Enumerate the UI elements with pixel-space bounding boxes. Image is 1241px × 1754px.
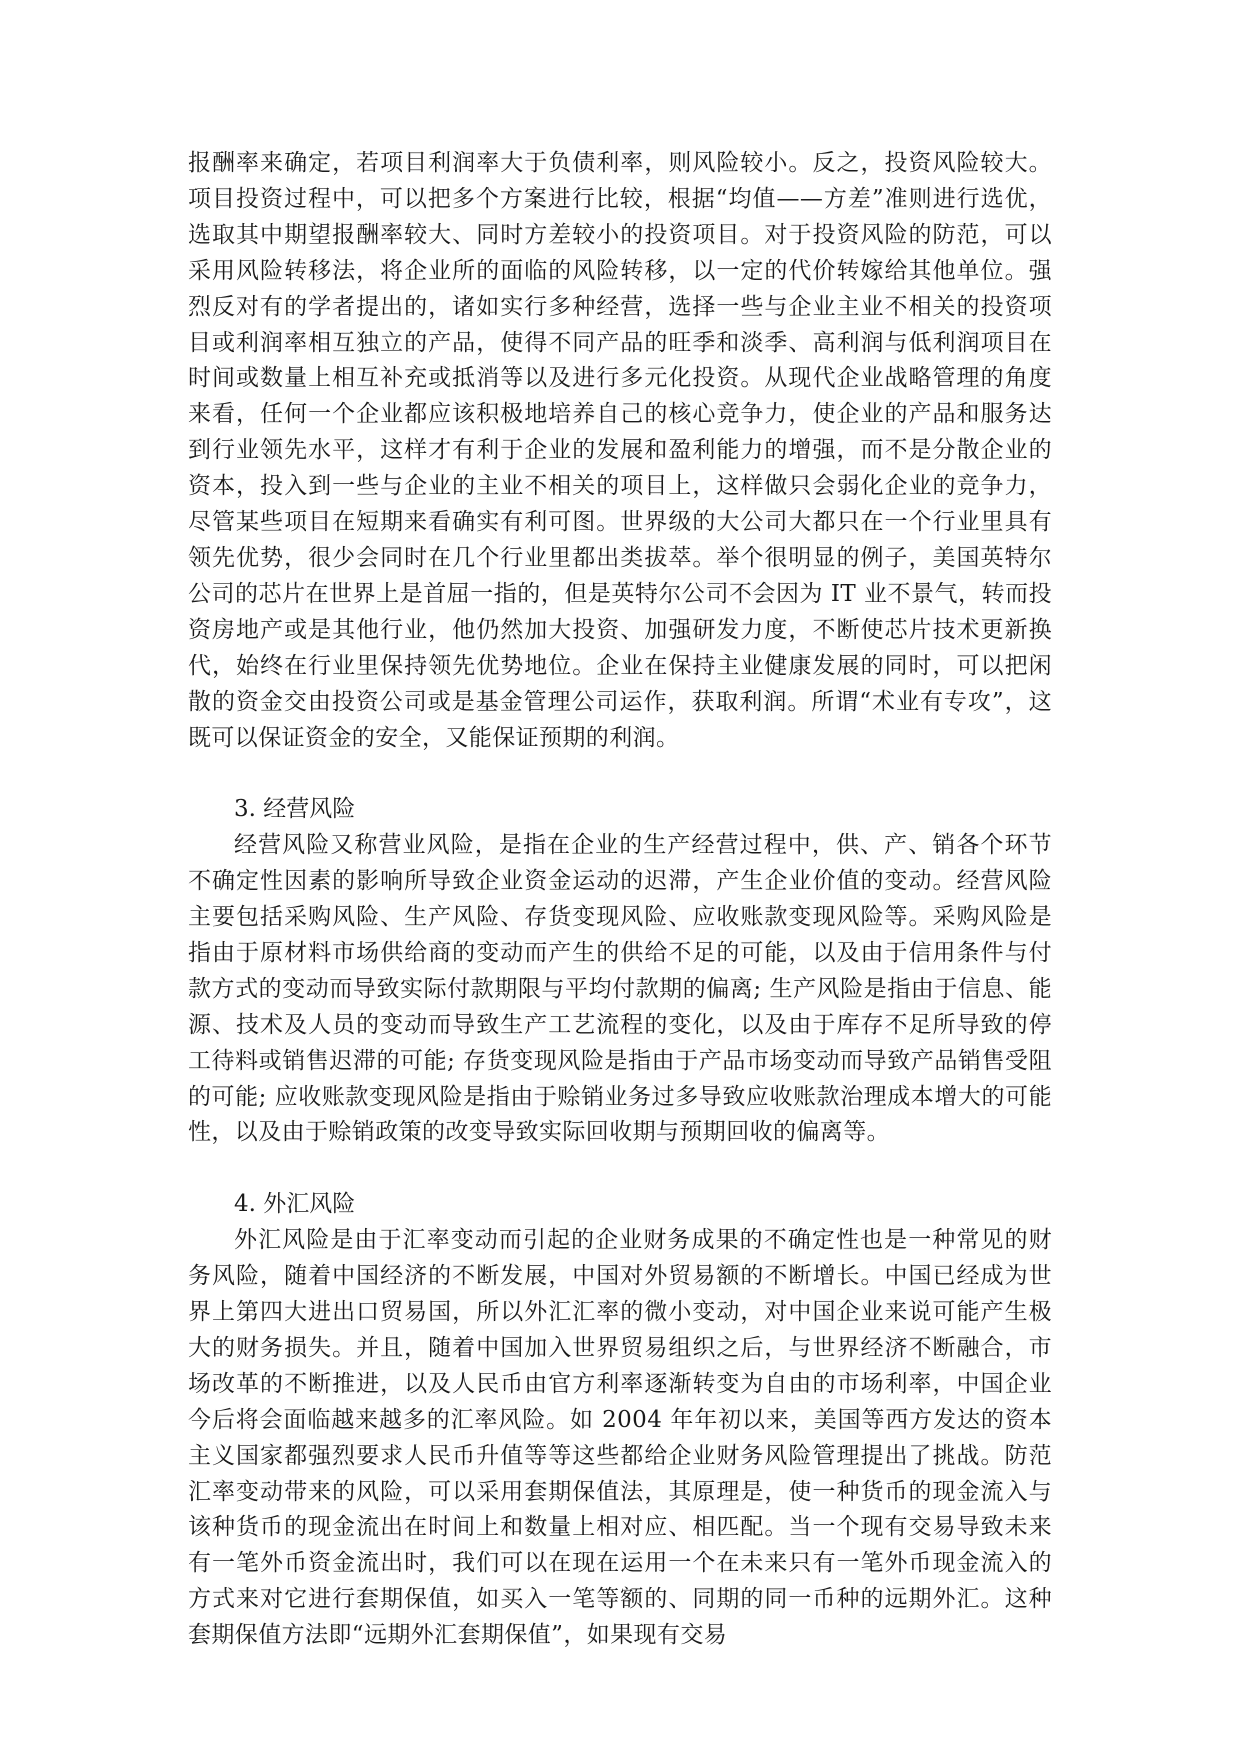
paragraph-forex-risk: 外汇风险是由于汇率变动而引起的企业财务成果的不确定性也是一种常见的财务风险，随着中国经济的不断发展，中国对外贸易额的不断增长。中国已经成为世界上第四大进出口贸易国，所以外汇汇率的微小变动，对中国企业来说可能产生极大的财务损失。并且，随着中国加入世界贸易组织之后，与世界经济不断融合，市场改革的不断推进，以及人民币由官方利率逐渐转变为自由的市场利率，中国企业今后将会面临越来越多的汇率风险。如 2004 年年初以来，美国等西方发达的资本主义国家都强烈要求人民币升值等等这些都给企业财务风险管理提出了挑战。防范汇率变动带来的风险，可以采用套期保值法，其原理是，使一种货币的现金流入与该种货币的现金流出在时间上和数量上相对应、相匹配。当一个现有交易导致未来有一笔外币资金流出时，我们可以在现在运用一个在未来只有一笔外币现金流入的方式来对它进行套期保值，如买入一笔等额的、同期的同一币种的远期外汇。这种套期保值方法即“远期外汇套期保值”，如果现有交易 <box>188 1227 1052 1649</box>
paragraph-investment-risk: 报酬率来确定，若项目利润率大于负债利率，则风险较小。反之，投资风险较大。项目投资过程中，可以把多个方案进行比较，根据“均值——方差”准则进行选优，选取其中期望报酬率较大、同时方差较小的投资项目。对于投资风险的防范，可以采用风险转移法，将企业所的面临的风险转移，以一定的代价转嫁给其他单位。强烈反对有的学者提出的，诸如实行多种经营，选择一些与企业主业不相关的投资项目或利润率相互独立的产品，使得不同产品的旺季和淡季、高利润与低利润项目在时间或数量上相互补充或抵消等以及进行多元化投资。从现代企业战略管理的角度来看，任何一个企业都应该积极地培养自己的核心竞争力，使企业的产品和服务达到行业领先水平，这样才有利于企业的发展和盈利能力的增强，而不是分散企业的资本，投入到一些与企业的主业不相关的项目上，这样做只会弱化企业的竞争力，尽管某些项目在短期来看确实有利可图。世界级的大公司大都只在一个行业里具有领先优势，很少会同时在几个行业里都出类拔萃。举个很明显的例子，美国英特尔公司的芯片在世界上是首屈一指的，但是英特尔公司不会因为 IT 业不景气，转而投资房地产或是其他行业，他仍然加大投资、加强研发力度，不断使芯片技术更新换代，始终在行业里保持领先优势地位。企业在保持主业健康发展的同时，可以把闲散的资金交由投资公司或是基金管理公司运作，获取利润。所谓“术业有专攻”，这既可以保证资金的安全，又能保证预期的利润。 <box>188 150 1052 751</box>
paragraph-spacer <box>188 756 1052 792</box>
paragraph-operating-risk: 经营风险又称营业风险，是指在企业的生产经营过程中，供、产、销各个环节不确定性因素的影响所导致企业资金运动的迟滞，产生企业价值的变动。经营风险主要包括采购风险、生产风险、存货变现风险、应收账款变现风险等。采购风险是指由于原材料市场供给商的变动而产生的供给不足的可能，以及由于信用条件与付款方式的变动而导致实际付款期限与平均付款期的偏离; 生产风险是指由于信息、能源、技术及人员的变动而导致生产工艺流程的变化，以及由于库存不足所导致的停工待料或销售迟滞的可能; 存货变现风险是指由于产品市场变动而导致产品销售受阻的可能; 应收账款变现风险是指由于赊销业务过多导致应收账款治理成本增大的可能性，以及由于赊销政策的改变导致实际回收期与预期回收的偏离等。 <box>188 832 1052 1146</box>
section-heading-forex-risk: 4. 外汇风险 <box>234 1191 356 1218</box>
paragraph-spacer <box>188 1151 1052 1187</box>
section-heading-operating-risk: 3. 经营风险 <box>234 796 356 823</box>
document-page <box>188 146 1052 1654</box>
